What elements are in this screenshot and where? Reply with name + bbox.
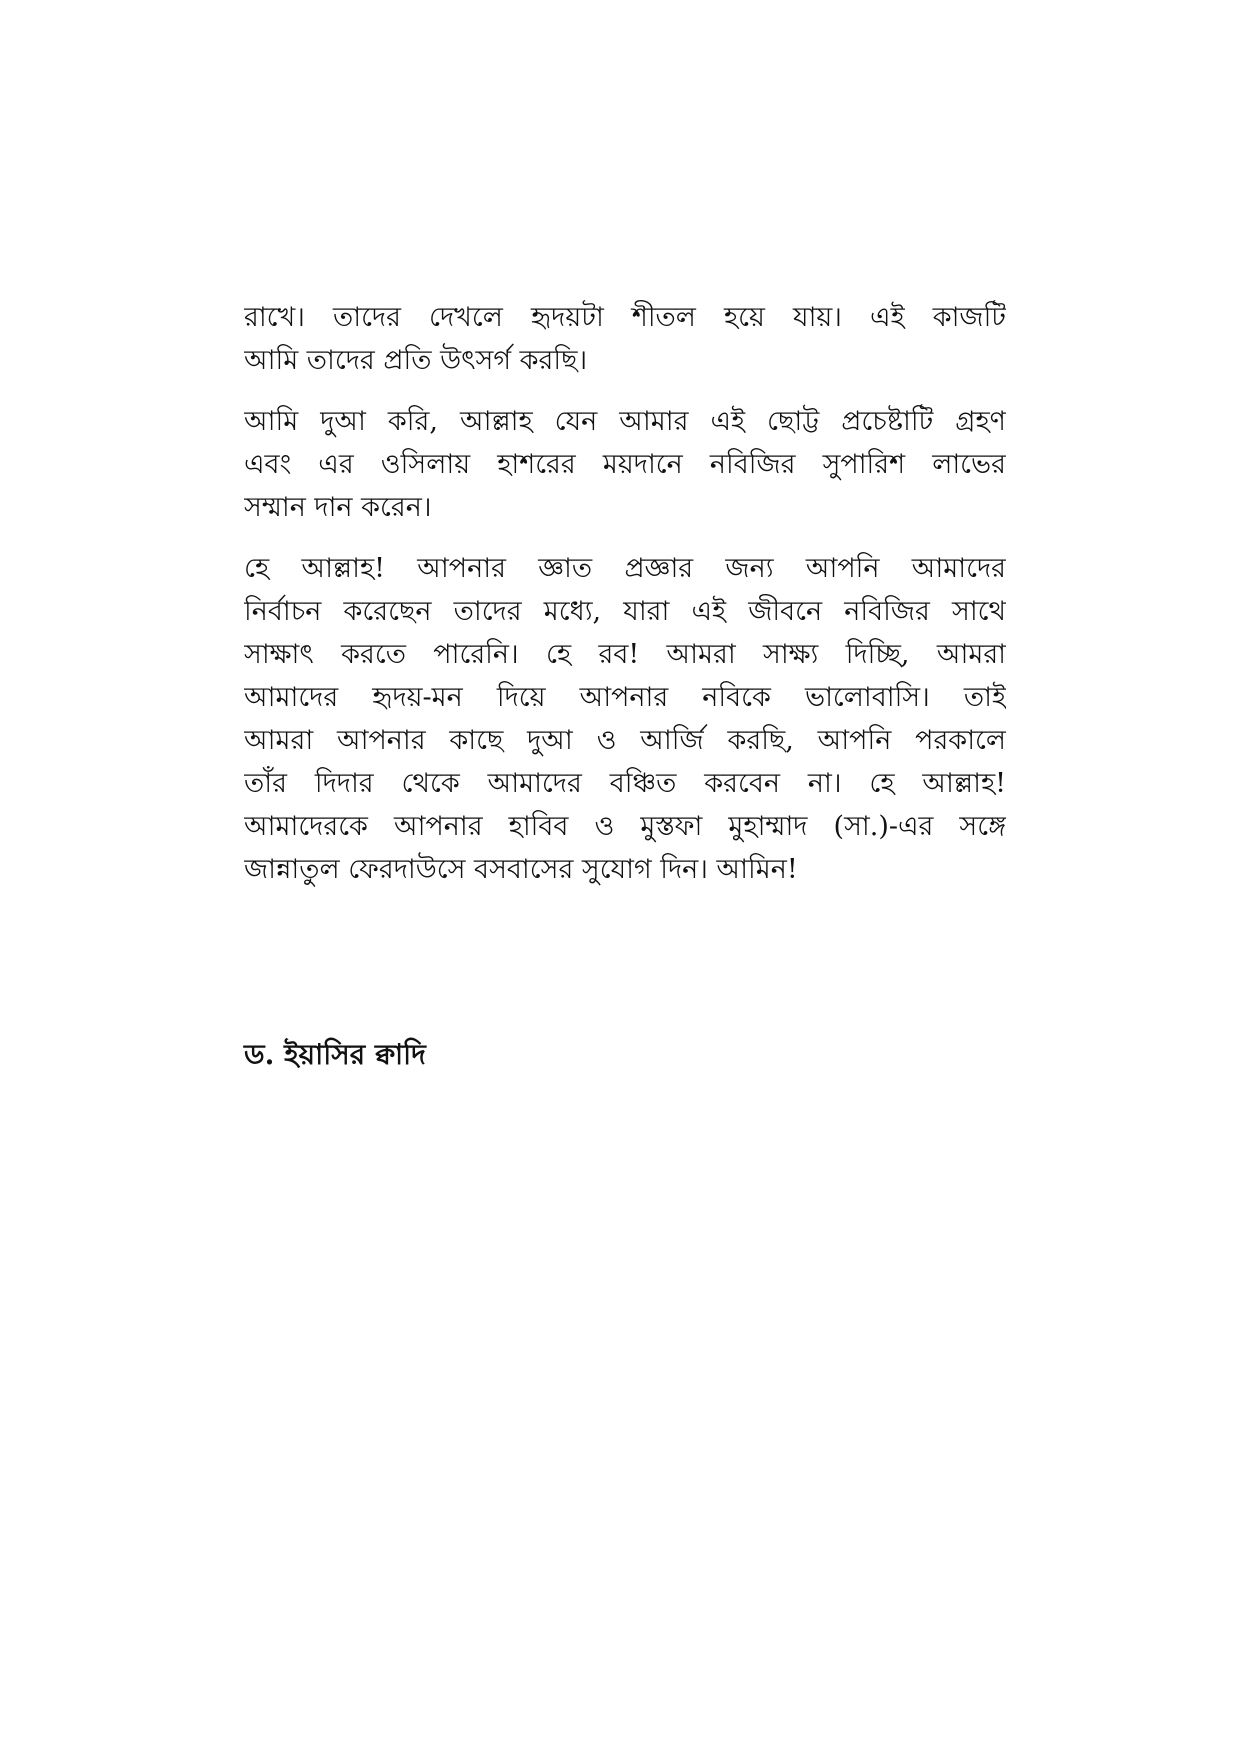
paragraph-supplication <box>244 547 1006 891</box>
paragraph-prayer <box>244 400 1006 529</box>
text-line: এবং এর ওসিলায় হাশরের ময়দানে নবিজির সুপারিশ লাভের <box>244 449 1006 480</box>
text-line: আমাদের হৃদয়-মন দিয়ে আপনার নবিকে ভালোবাসি। তাই <box>244 682 1006 713</box>
text-line: আমি তাদের প্রতি উৎসর্গ করছি। <box>244 345 588 376</box>
text-line: আমি দুআ করি, আল্লাহ যেন আমার এই ছোট্ট প্রচেষ্টাটি গ্রহণ <box>244 406 1006 437</box>
text-line: নির্বাচন করেছেন তাদের মধ্যে, যারা এই জীবনে নবিজির সাথে <box>244 596 1006 627</box>
body-text <box>244 296 1006 909</box>
text-line: সাক্ষাৎ করতে পারেনি। হে রব! আমরা সাক্ষ্য দিচ্ছি, আমরা <box>244 639 1006 670</box>
text-line: রাখে। তাদের দেখলে হৃদয়টা শীতল হয়ে যায়। এই কাজটি <box>244 302 1006 333</box>
text-line: সম্মান দান করেন। <box>244 492 432 523</box>
author-signature: ড. ইয়াসির ক্বাদি <box>244 1038 426 1071</box>
text-line: তাঁর দিদার থেকে আমাদের বঞ্চিত করবেন না। হে আল্লাহ! <box>244 768 1006 799</box>
text-line: জান্নাতুল ফেরদাউসে বসবাসের সুযোগ দিন। আমিন! <box>244 854 798 885</box>
text-line: আমরা আপনার কাছে দুআ ও আর্জি করছি, আপনি পরকালে <box>244 725 1006 756</box>
paragraph-dedication <box>244 296 1006 382</box>
text-line: হে আল্লাহ! আপনার জ্ঞাত প্রজ্ঞার জন্য আপনি আমাদের <box>244 553 1006 584</box>
text-line: আমাদেরকে আপনার হাবিব ও মুস্তফা মুহাম্মাদ (সা.)-এর সঙ্গে <box>244 811 1006 842</box>
